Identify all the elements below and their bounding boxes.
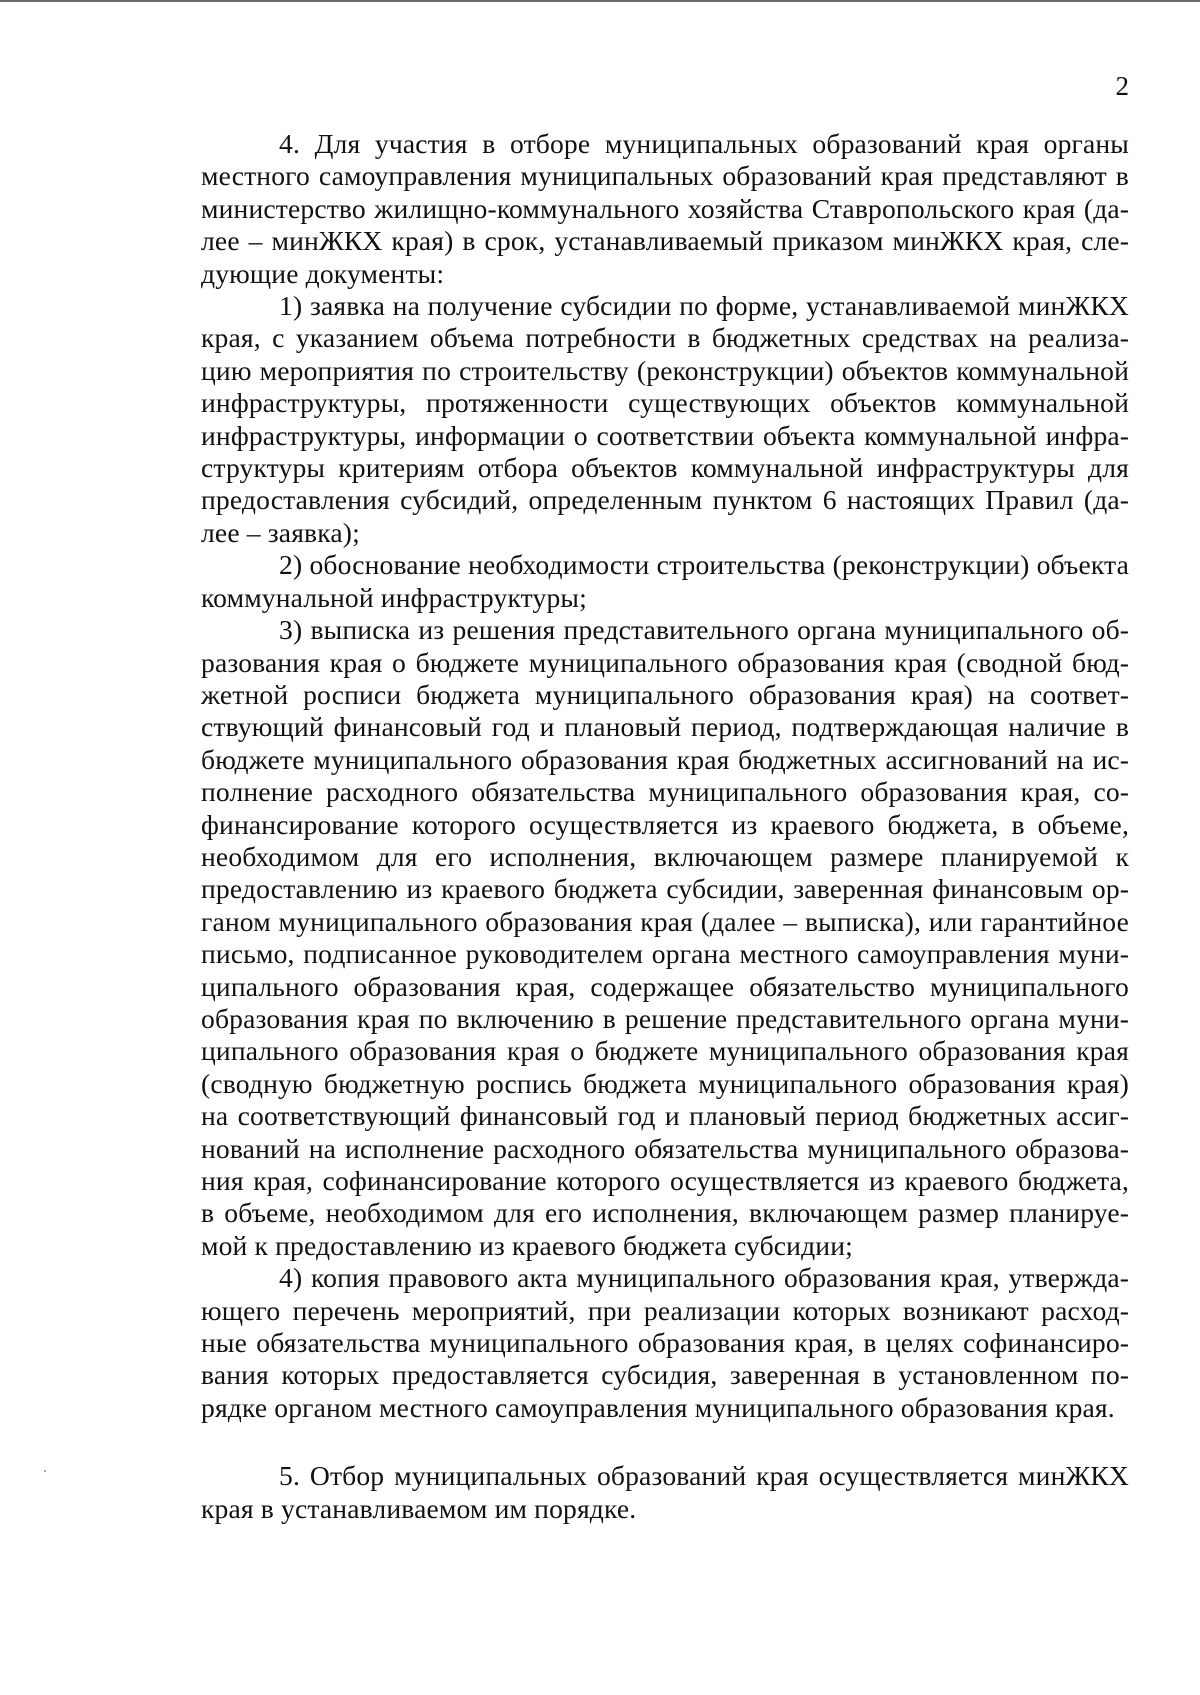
page-number: 2: [1115, 71, 1129, 101]
document-body: [201, 128, 1129, 1525]
subparagraph-3: 3) выписка из решения представительного органа муниципального образования края о бюджете муниципального образования края (сводной бюджетной росписи бюджета муниципального образования края) на соответствующий финансовый год и плановый период, подтверждающая наличие в бюджете муниципального образования края бюджетных ассигнований на исполнение расходного обязательства муниципального образования края, софинансирование которого осуществляется из краевого бюджета, в объеме, необходимом для его исполнения, включающем размере планируемой к предоставлению из краевого бюджета субсидии, заверенная финансовым органом муниципального образования края (далее – выписка), или гарантийное письмо, подписанное руководителем органа местного самоуправления муниципального образования края, содержащее обязательство муниципального образования края по включению в решение представительного органа муниципального образования края о бюджете муниципального образования края (сводную бюджетную роспись бюджета муниципального образования края) на соответствующий финансовый год и плановый период бюджетных ассигнований на исполнение расходного обязательства муниципального образования края, софинансирование которого осуществляется из краевого бюджета, в объеме, необходимом для его исполнения, включающем размер планируемой к предоставлению из краевого бюджета субсидии;: [201, 614, 1129, 1261]
subparagraph-2: 2) обоснование необходимости строительства (реконструкции) объекта коммунальной инфраструктуры;: [201, 549, 1129, 613]
paragraph-5: 5. Отбор муниципальных образований края осуществляется минЖКХ края в устанавливаемом им порядке.: [201, 1460, 1129, 1524]
subparagraph-4: 4) копия правового акта муниципального образования края, утверждающего перечень мероприятий, при реализации которых возникают расходные обязательства муниципального образования края, в целях софинансирования которых предоставляется субсидия, заверенная в установленном порядке органом местного самоуправления муниципального образования края.: [201, 1262, 1129, 1423]
scan-speck: [44, 1470, 46, 1472]
scan-top-edge: [0, 0, 1200, 2]
paragraph-4: 4. Для участия в отборе муниципальных образований края органы местного самоуправления муниципальных образований края представляют в министерство жилищно-коммунального хозяйства Ставропольского края (далее – минЖКХ края) в срок, устанавливаемый приказом минЖКХ края, следующие документы:: [201, 128, 1129, 289]
subparagraph-1: 1) заявка на получение субсидии по форме, устанавливаемой минЖКХ края, с указанием объема потребности в бюджетных средствах на реализацию мероприятия по строительству (реконструкции) объектов коммунальной инфраструктуры, протяженности существующих объектов коммунальной инфраструктуры, информации о соответствии объекта коммунальной инфраструктуры критериям отбора объектов коммунальной инфраструктуры для предоставления субсидий, определенным пунктом 6 настоящих Правил (далее – заявка);: [201, 290, 1129, 548]
